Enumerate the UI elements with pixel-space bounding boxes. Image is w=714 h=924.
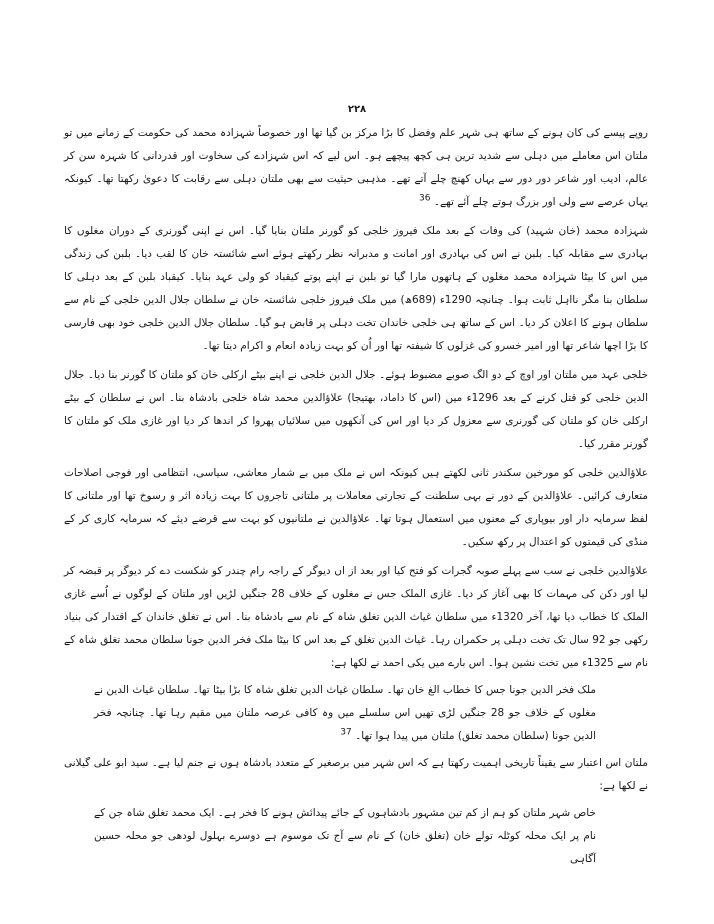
paragraph-1: [64, 122, 648, 214]
footnote-ref-36: 36: [419, 193, 431, 204]
paragraph-2: [64, 220, 648, 358]
block-quote-2-text: خاص شہر ملتان کو ہم از کم تین مشہور بادشاہوں کے جائے پیدائش ہونے کا فخر ہے۔ ایک محمد تغلق شاہ جن کے نام پر ایک محلہ کوٹلہ تولے خان (تغلق خان) کے نام سے آج تک موسوم ہے دوسرے بہلول لودھی جو محلہ حسین آگاہی: [94, 807, 596, 865]
paragraph-5-text: علاؤالدین خلجی نے سب سے پہلے صوبہ گجرات کو فتح کیا اور بعد از اں دیوگر کے راجہ رام چندر کو شکست دے کر دیوگر پر قبضہ کر لیا اور دکن کی مہمات کا بھی آغاز کر دیا۔ غازی الملک جس نے مغلوں کے خلاف 28 جنگیں لڑیں اور ملتان کے لوگوں نے اُسے غازی الملک کا خطاب دیا تھا، آخر 1320ء میں سلطان غیاث الدین تغلق شاہ کے نام سے بادشاہ بنا۔ اس نے تغلق خاندان کے اقتدار کی بنیاد رکھی جو 92 سال تک تخت دہلی پر حکمران رہا۔ غیاث الدین تغلق کے بعد اس کا بیٹا ملک فخر الدین جونا سلطان محمد تغلق شاہ کے نام سے 1325ء میں تخت نشین ہوا۔ اس بارے میں یکی احمد نے لکھا ہے:: [64, 565, 648, 669]
body-text: [64, 122, 648, 875]
block-quote-1: [64, 679, 648, 748]
page-number: ۲۲۸: [347, 104, 367, 115]
footnote-ref-37: 37: [340, 727, 352, 738]
paragraph-6-text: ملتان اس اعتبار سے یقیناً تاریخی اہمیت رکھتا ہے کہ اس شہر میں برصغیر کے متعدد بادشاہ ہوں نے جنم لیا ہے۔ سید ابو علی گیلانی نے لکھا ہے:: [64, 757, 648, 792]
block-quote-1-text: ملک فخر الدین جونا جس کا خطاب الغ خان تھا۔ سلطان غیاث الدین تغلق شاہ کا بڑا بیٹا تھا۔ سلطان غیاث الدین نے مغلوں کے خلاف جو 28 جنگیں لڑی تھیں اس سلسلے میں وہ کافی عرصہ ملتان میں مقیم رہا تھا۔ چنانچہ فخر الدین جونا (سلطان محمد تغلق) ملتان میں پیدا ہوا تھا۔: [94, 684, 596, 742]
paragraph-3: [64, 364, 648, 456]
block-quote-2: [64, 802, 648, 871]
paragraph-4: [64, 462, 648, 554]
paragraph-4-text: علاؤالدین خلجی کو مورخین سکندر ثانی لکھتے ہیں کیونکہ اس نے ملک میں بے شمار معاشی، سیاسی، انتظامی اور فوجی اصلاحات متعارف کرائیں۔ علاؤالدین کے دور نے بہی سلطنت کے تجارتی معاملات پر ملتانی تاجروں کا بہت زیادہ اثر و رسوخ تھا اور ملتانی کا لفظ سرمایہ دار اور بیوپاری کے معنوں میں استعمال ہوتا تھا۔ علاؤالدین نے ملتانیوں کو بہت سے قرضے دیئے کہ سرمایہ کاری کر کے منڈی کی قیمتوں کو اعتدال پر رکھ سکیں۔: [64, 467, 648, 548]
paragraph-1-text: روپے پیسے کی کان ہونے کے ساتھ ہی شہر علم وفضل کا بڑا مرکز بن گیا تھا اور خصوصاً شہزادہ محمد کی حکومت کے زمانے میں تو ملتان اس معاملے میں دہلی سے شدید ترین ہی کچھ پیچھے ہو۔ اس لیے کہ اس شہزادے کی سخاوت اور قدردانی کا شہرہ سن کر عالم، ادیب اور شاعر دور دور سے یہاں کھنچ چلے آتے تھے۔ مذہبی حیثیت سے بھی ملتان دہلی سے رقابت کا دعویٰ رکھتا تھا۔ کیونکہ یہاں عرصے سے ولی اور بزرگ ہوتے چلے آئے تھے۔: [64, 127, 648, 208]
paragraph-6: [64, 752, 648, 798]
paragraph-3-text: خلجی عہد میں ملتان اور اوچ کے دو الگ صوبے مضبوط ہوئے۔ جلال الدین خلجی نے اپنے بیٹے ارکلی خان کو ملتان کا گورنر بنا دیا۔ جلال الدین خلجی کو قتل کرنے کے بعد 1296ء میں (اس کا داماد، بھتیجا) علاؤالدین محمد شاہ خلجی بادشاہ بنا۔ اس نے سلطان کے بیٹے ارکلی خان کو ملتان کی گورنری سے معزول کر دیا اور اس کی آنکھوں میں سلائیاں پھروا کر اندھا کر دیا اور غازی ملک کو ملتان کا گورنر مقرر کیا۔: [64, 369, 649, 450]
paragraph-2-text: شہزادہ محمد (خان شہید) کی وفات کے بعد ملک فیروز خلجی کو گورنر ملتان بنایا گیا۔ اس نے اپنی گورنری کے دوران مغلوں کا بہادری سے مقابلہ کیا۔ بلبن نے اس کی بہادری اور امانت و مدبرانہ نظر رکھتے ہوئے اسے شائستہ خان کا لقب دیا۔ بلبن کی زندگی میں اس کا بیٹا شہزادہ محمد مغلوں کے ہاتھوں مارا گیا تو بلبن نے اپنے پوتے کیقباد کو ولی عہد بنایا۔ کیقباد بلبن کے بعد دہلی کا سلطان بنا مگر نااہل ثابت ہوا۔ چنانچہ 1290ء (689ھ) میں ملک فیروز خلجی شائستہ خان نے سلطان جلال الدین خلجی کے نام سے سلطان ہونے کا اعلان کر دیا۔ اس کے ساتھ ہی خلجی خاندان تخت دہلی پر قابض ہو گیا۔ سلطان جلال الدین خلجی خود بھی فارسی کا بڑا اچھا شاعر تھا اور امیر خسرو کی غزلوں کا شیفتہ تھا اور اُن کو بہت زیادہ انعام و اکرام دیتا تھا۔: [64, 225, 648, 352]
paragraph-5: [64, 560, 648, 675]
